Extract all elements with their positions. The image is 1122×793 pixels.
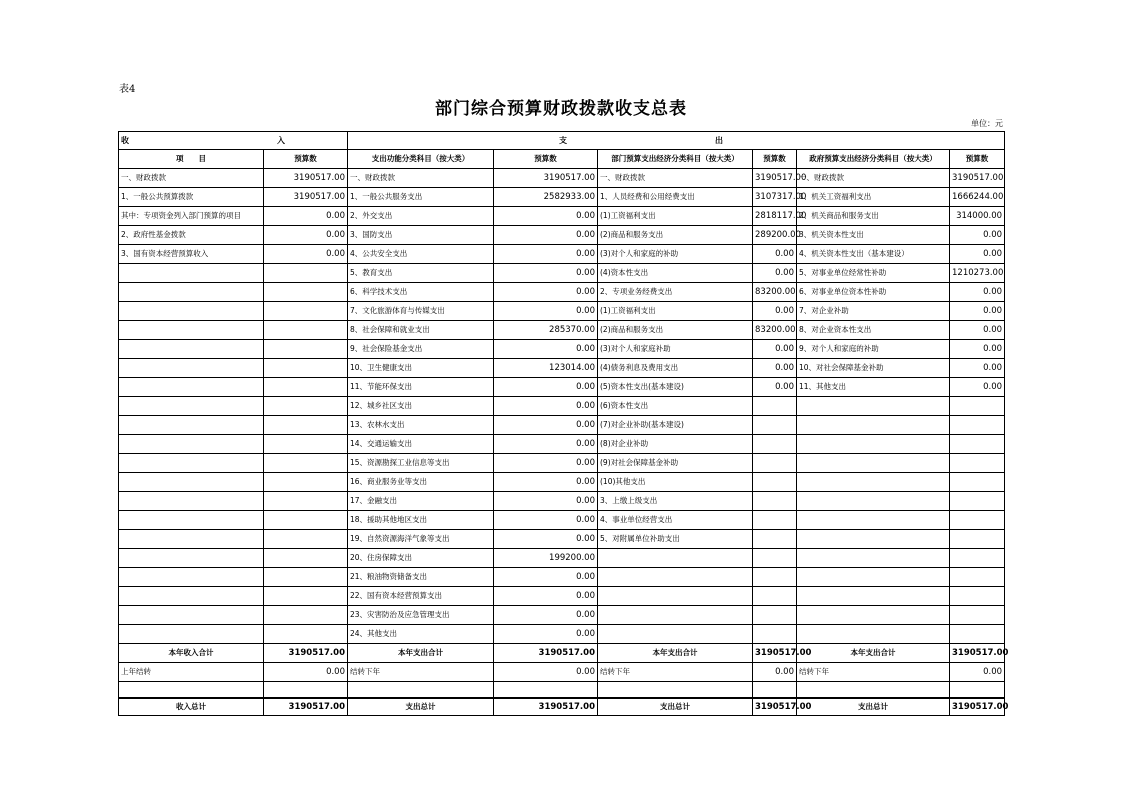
dept-item-cell [598, 587, 753, 606]
spacer-row [119, 682, 1005, 699]
func-item-cell: 11、节能环保支出 [348, 378, 494, 397]
gov-item-cell [797, 473, 950, 492]
gov-amount-cell [950, 492, 1005, 511]
gov-item-cell: 一、财政拨款 [797, 169, 950, 188]
dept-item-cell: 2、专项业务经费支出 [598, 283, 753, 302]
income-carry-label: 上年结转 [119, 663, 264, 682]
income-total-label: 本年收入合计 [119, 644, 264, 663]
func-amount-cell: 2582933.00 [494, 188, 598, 207]
gov-amount-cell: 0.00 [950, 226, 1005, 245]
income-amount-cell [264, 568, 348, 587]
totals-row [119, 644, 1005, 663]
dept-item-cell [598, 606, 753, 625]
income-item-cell: 其中：专项资金列入部门预算的项目 [119, 207, 264, 226]
func-amount-cell: 0.00 [494, 587, 598, 606]
func-amount-cell: 0.00 [494, 568, 598, 587]
dept-item-cell: 1、人员经费和公用经费支出 [598, 188, 753, 207]
income-amount-cell [264, 359, 348, 378]
func-amount-cell: 0.00 [494, 473, 598, 492]
dept-amount-cell [753, 587, 797, 606]
dept-amount-cell: 3107317.00 [753, 188, 797, 207]
func-item-cell: 19、自然资源海洋气象等支出 [348, 530, 494, 549]
column-header-row [119, 150, 1005, 169]
grand-total-row [119, 698, 1005, 716]
func-item-cell: 16、商业服务业等支出 [348, 473, 494, 492]
gov-amount-cell: 0.00 [950, 245, 1005, 264]
spacer-cell [264, 682, 348, 699]
gov-amount-cell [950, 454, 1005, 473]
income-amount-cell [264, 340, 348, 359]
func-total-amount: 3190517.00 [494, 644, 598, 663]
income-section-header: 收 入 [119, 132, 348, 150]
func-item-cell: 3、国防支出 [348, 226, 494, 245]
gov-amount-cell [950, 625, 1005, 644]
table-row [119, 587, 1005, 606]
gov-amount-cell: 314000.00 [950, 207, 1005, 226]
gov-amount-cell [950, 511, 1005, 530]
func-amount-cell: 0.00 [494, 283, 598, 302]
gov-item-cell [797, 568, 950, 587]
gov-item-cell: 9、对个人和家庭的补助 [797, 340, 950, 359]
table-row [119, 492, 1005, 511]
spacer-cell [797, 682, 950, 699]
gov-item-cell [797, 416, 950, 435]
gov-amount-cell [950, 473, 1005, 492]
dept-carry-amount: 0.00 [753, 663, 797, 682]
func-amount-cell: 0.00 [494, 207, 598, 226]
dept-amount-cell: 0.00 [753, 378, 797, 397]
gov-amount-cell [950, 416, 1005, 435]
func-amount-cell: 0.00 [494, 340, 598, 359]
gov-grand-amount: 3190517.00 [950, 698, 1005, 716]
table-row [119, 549, 1005, 568]
func-item-cell: 17、金融支出 [348, 492, 494, 511]
dept-amount-cell: 0.00 [753, 302, 797, 321]
gov-amount-cell: 0.00 [950, 283, 1005, 302]
dept-item-cell: 3、上缴上级支出 [598, 492, 753, 511]
func-amount-cell: 0.00 [494, 492, 598, 511]
func-total-label: 本年支出合计 [348, 644, 494, 663]
income-amount-cell [264, 321, 348, 340]
col-header-amount: 预算数 [494, 150, 598, 169]
table-row [119, 207, 1005, 226]
gov-amount-cell: 0.00 [950, 321, 1005, 340]
gov-total-label: 本年支出合计 [797, 644, 950, 663]
gov-item-cell: 7、对企业补助 [797, 302, 950, 321]
col-header-amount: 预算数 [950, 150, 1005, 169]
income-item-cell [119, 511, 264, 530]
func-amount-cell: 0.00 [494, 530, 598, 549]
func-item-cell: 10、卫生健康支出 [348, 359, 494, 378]
func-item-cell: 5、教育支出 [348, 264, 494, 283]
gov-amount-cell: 0.00 [950, 378, 1005, 397]
func-amount-cell: 199200.00 [494, 549, 598, 568]
income-amount-cell: 0.00 [264, 226, 348, 245]
table-row [119, 188, 1005, 207]
func-amount-cell: 0.00 [494, 264, 598, 283]
func-carry-label: 结转下年 [348, 663, 494, 682]
dept-amount-cell: 3190517.00 [753, 169, 797, 188]
dept-item-cell: 一、财政拨款 [598, 169, 753, 188]
func-amount-cell: 0.00 [494, 416, 598, 435]
dept-amount-cell [753, 625, 797, 644]
income-amount-cell: 0.00 [264, 207, 348, 226]
table-row [119, 378, 1005, 397]
dept-item-cell: (10)其他支出 [598, 473, 753, 492]
func-item-cell: 1、一般公共服务支出 [348, 188, 494, 207]
income-item-cell [119, 568, 264, 587]
dept-item-cell: (5)资本性支出(基本建设) [598, 378, 753, 397]
dept-amount-cell [753, 473, 797, 492]
expense-section-header: 支 出 [348, 132, 1005, 150]
income-item-cell [119, 264, 264, 283]
gov-item-cell [797, 625, 950, 644]
dept-amount-cell [753, 492, 797, 511]
table-row [119, 416, 1005, 435]
income-grand-amount: 3190517.00 [264, 698, 348, 716]
gov-item-cell [797, 492, 950, 511]
income-item-cell [119, 302, 264, 321]
income-amount-cell [264, 302, 348, 321]
func-amount-cell: 0.00 [494, 454, 598, 473]
func-item-cell: 4、公共安全支出 [348, 245, 494, 264]
dept-amount-cell [753, 454, 797, 473]
income-amount-cell [264, 435, 348, 454]
func-item-cell: 24、其他支出 [348, 625, 494, 644]
income-item-cell [119, 454, 264, 473]
dept-grand-amount: 3190517.00 [753, 698, 797, 716]
dept-item-cell: 4、事业单位经营支出 [598, 511, 753, 530]
gov-amount-cell: 0.00 [950, 359, 1005, 378]
table-row [119, 473, 1005, 492]
func-amount-cell: 3190517.00 [494, 169, 598, 188]
income-item-cell [119, 549, 264, 568]
func-amount-cell: 0.00 [494, 625, 598, 644]
income-item-cell [119, 359, 264, 378]
dept-amount-cell: 83200.00 [753, 321, 797, 340]
col-header-amount: 预算数 [753, 150, 797, 169]
gov-item-cell: 8、对企业资本性支出 [797, 321, 950, 340]
income-item-cell [119, 606, 264, 625]
dept-total-label: 本年支出合计 [598, 644, 753, 663]
income-total-amount: 3190517.00 [264, 644, 348, 663]
gov-amount-cell [950, 435, 1005, 454]
table-row [119, 359, 1005, 378]
income-amount-cell [264, 378, 348, 397]
func-amount-cell: 285370.00 [494, 321, 598, 340]
func-amount-cell: 123014.00 [494, 359, 598, 378]
func-item-cell: 13、农林水支出 [348, 416, 494, 435]
gov-item-cell [797, 511, 950, 530]
dept-item-cell: (1)工资福利支出 [598, 302, 753, 321]
spacer-cell [598, 682, 753, 699]
income-item-cell [119, 283, 264, 302]
gov-item-cell: 11、其他支出 [797, 378, 950, 397]
gov-item-cell: 10、对社会保障基金补助 [797, 359, 950, 378]
income-carry-amount: 0.00 [264, 663, 348, 682]
gov-carry-label: 结转下年 [797, 663, 950, 682]
func-item-cell: 18、援助其他地区支出 [348, 511, 494, 530]
gov-carry-amount: 0.00 [950, 663, 1005, 682]
dept-amount-cell: 0.00 [753, 264, 797, 283]
gov-amount-cell [950, 606, 1005, 625]
spacer-cell [753, 682, 797, 699]
func-item-cell: 8、社会保障和就业支出 [348, 321, 494, 340]
gov-item-cell [797, 454, 950, 473]
income-item-cell [119, 340, 264, 359]
dept-item-cell: (7)对企业补助(基本建设) [598, 416, 753, 435]
dept-item-cell: (6)资本性支出 [598, 397, 753, 416]
dept-item-cell: (4)资本性支出 [598, 264, 753, 283]
income-item-cell [119, 530, 264, 549]
spacer-cell [494, 682, 598, 699]
func-grand-label: 支出总计 [348, 698, 494, 716]
gov-item-cell: 6、对事业单位资本性补助 [797, 283, 950, 302]
dept-amount-cell: 83200.00 [753, 283, 797, 302]
income-amount-cell [264, 625, 348, 644]
income-item-cell: 一、财政拨款 [119, 169, 264, 188]
gov-item-cell [797, 530, 950, 549]
dept-amount-cell [753, 416, 797, 435]
income-amount-cell [264, 549, 348, 568]
spacer-cell [119, 682, 264, 699]
func-amount-cell: 0.00 [494, 435, 598, 454]
func-item-cell: 14、交通运输支出 [348, 435, 494, 454]
gov-total-amount: 3190517.00 [950, 644, 1005, 663]
func-amount-cell: 0.00 [494, 606, 598, 625]
dept-item-cell [598, 625, 753, 644]
dept-amount-cell [753, 511, 797, 530]
income-amount-cell [264, 283, 348, 302]
func-amount-cell: 0.00 [494, 302, 598, 321]
income-item-cell [119, 416, 264, 435]
func-amount-cell: 0.00 [494, 397, 598, 416]
income-amount-cell [264, 511, 348, 530]
func-amount-cell: 0.00 [494, 245, 598, 264]
dept-amount-cell: 0.00 [753, 245, 797, 264]
income-amount-cell: 3190517.00 [264, 188, 348, 207]
income-amount-cell [264, 397, 348, 416]
table-row [119, 169, 1005, 188]
func-amount-cell: 0.00 [494, 378, 598, 397]
income-item-cell [119, 321, 264, 340]
gov-amount-cell: 0.00 [950, 340, 1005, 359]
table-row [119, 340, 1005, 359]
gov-item-cell [797, 549, 950, 568]
gov-amount-cell: 1666244.00 [950, 188, 1005, 207]
dept-item-cell: (4)债务利息及费用支出 [598, 359, 753, 378]
table-row [119, 568, 1005, 587]
income-grand-label: 收入总计 [119, 698, 264, 716]
col-header-dept: 部门预算支出经济分类科目（按大类） [598, 150, 753, 169]
gov-item-cell: 1、机关工资福利支出 [797, 188, 950, 207]
col-header-gov: 政府预算支出经济分类科目（按大类） [797, 150, 950, 169]
table-row [119, 321, 1005, 340]
table-row [119, 264, 1005, 283]
col-header-item: 项 目 [119, 150, 264, 169]
income-amount-cell [264, 473, 348, 492]
dept-carry-label: 结转下年 [598, 663, 753, 682]
table-row [119, 226, 1005, 245]
table-row [119, 625, 1005, 644]
dept-item-cell: (2)商品和服务支出 [598, 226, 753, 245]
dept-item-cell [598, 549, 753, 568]
income-item-cell: 3、国有资本经营预算收入 [119, 245, 264, 264]
func-item-cell: 12、城乡社区支出 [348, 397, 494, 416]
income-amount-cell [264, 264, 348, 283]
dept-amount-cell [753, 397, 797, 416]
gov-amount-cell [950, 568, 1005, 587]
income-item-cell [119, 397, 264, 416]
income-item-cell: 1、一般公共预算拨款 [119, 188, 264, 207]
gov-amount-cell [950, 530, 1005, 549]
budget-table [118, 131, 1009, 716]
gov-amount-cell: 3190517.00 [950, 169, 1005, 188]
income-amount-cell [264, 416, 348, 435]
table-row [119, 397, 1005, 416]
dept-item-cell: (3)对个人和家庭的补助 [598, 245, 753, 264]
dept-amount-cell [753, 568, 797, 587]
func-item-cell: 15、资源勘探工业信息等支出 [348, 454, 494, 473]
table-row [119, 283, 1005, 302]
func-item-cell: 22、国有资本经营预算支出 [348, 587, 494, 606]
gov-item-cell [797, 397, 950, 416]
gov-item-cell: 4、机关资本性支出（基本建设） [797, 245, 950, 264]
dept-item-cell: (2)商品和服务支出 [598, 321, 753, 340]
dept-amount-cell [753, 530, 797, 549]
gov-item-cell: 3、机关资本性支出 [797, 226, 950, 245]
table-row [119, 454, 1005, 473]
income-item-cell [119, 587, 264, 606]
func-grand-amount: 3190517.00 [494, 698, 598, 716]
table-number: 表4 [119, 84, 136, 95]
gov-item-cell [797, 435, 950, 454]
func-item-cell: 6、科学技术支出 [348, 283, 494, 302]
table-row [119, 435, 1005, 454]
income-amount-cell: 0.00 [264, 245, 348, 264]
gov-amount-cell [950, 397, 1005, 416]
func-item-cell: 21、粮油物资储备支出 [348, 568, 494, 587]
dept-amount-cell [753, 549, 797, 568]
gov-amount-cell: 0.00 [950, 302, 1005, 321]
gov-item-cell [797, 587, 950, 606]
func-item-cell: 7、文化旅游体育与传媒支出 [348, 302, 494, 321]
func-item-cell: 一、财政拨款 [348, 169, 494, 188]
income-amount-cell [264, 530, 348, 549]
dept-amount-cell: 0.00 [753, 359, 797, 378]
dept-item-cell [598, 568, 753, 587]
income-item-cell [119, 473, 264, 492]
func-item-cell: 23、灾害防治及应急管理支出 [348, 606, 494, 625]
table-row [119, 511, 1005, 530]
income-amount-cell: 3190517.00 [264, 169, 348, 188]
col-header-amount: 预算数 [264, 150, 348, 169]
dept-item-cell: (9)对社会保障基金补助 [598, 454, 753, 473]
income-item-cell [119, 378, 264, 397]
func-item-cell: 2、外交支出 [348, 207, 494, 226]
income-item-cell [119, 435, 264, 454]
col-header-func: 支出功能分类科目（按大类） [348, 150, 494, 169]
func-amount-cell: 0.00 [494, 511, 598, 530]
dept-amount-cell [753, 606, 797, 625]
income-amount-cell [264, 606, 348, 625]
table-row [119, 245, 1005, 264]
gov-item-cell: 5、对事业单位经常性补助 [797, 264, 950, 283]
func-carry-amount: 0.00 [494, 663, 598, 682]
dept-item-cell: (3)对个人和家庭补助 [598, 340, 753, 359]
gov-item-cell: 2、机关商品和服务支出 [797, 207, 950, 226]
func-amount-cell: 0.00 [494, 226, 598, 245]
dept-item-cell: (8)对企业补助 [598, 435, 753, 454]
income-amount-cell [264, 587, 348, 606]
spacer-cell [950, 682, 1005, 699]
unit-label: 单位：元 [971, 119, 1003, 128]
dept-grand-label: 支出总计 [598, 698, 753, 716]
income-amount-cell [264, 454, 348, 473]
dept-item-cell: 5、对附属单位补助支出 [598, 530, 753, 549]
func-item-cell: 20、住房保障支出 [348, 549, 494, 568]
table-row [119, 530, 1005, 549]
gov-item-cell [797, 606, 950, 625]
dept-amount-cell: 289200.00 [753, 226, 797, 245]
gov-amount-cell [950, 549, 1005, 568]
income-amount-cell [264, 492, 348, 511]
dept-amount-cell [753, 435, 797, 454]
dept-amount-cell: 0.00 [753, 340, 797, 359]
table-row [119, 302, 1005, 321]
gov-amount-cell: 1210273.00 [950, 264, 1005, 283]
section-header-row [119, 132, 1005, 150]
func-item-cell: 9、社会保险基金支出 [348, 340, 494, 359]
income-item-cell: 2、政府性基金拨款 [119, 226, 264, 245]
gov-amount-cell [950, 587, 1005, 606]
income-item-cell [119, 492, 264, 511]
dept-total-amount: 3190517.00 [753, 644, 797, 663]
dept-amount-cell: 2818117.00 [753, 207, 797, 226]
gov-grand-label: 支出总计 [797, 698, 950, 716]
dept-item-cell: (1)工资福利支出 [598, 207, 753, 226]
income-item-cell [119, 625, 264, 644]
carry-row [119, 663, 1005, 682]
spacer-cell [348, 682, 494, 699]
table-row [119, 606, 1005, 625]
document-title: 部门综合预算财政拨款收支总表 [435, 99, 687, 119]
